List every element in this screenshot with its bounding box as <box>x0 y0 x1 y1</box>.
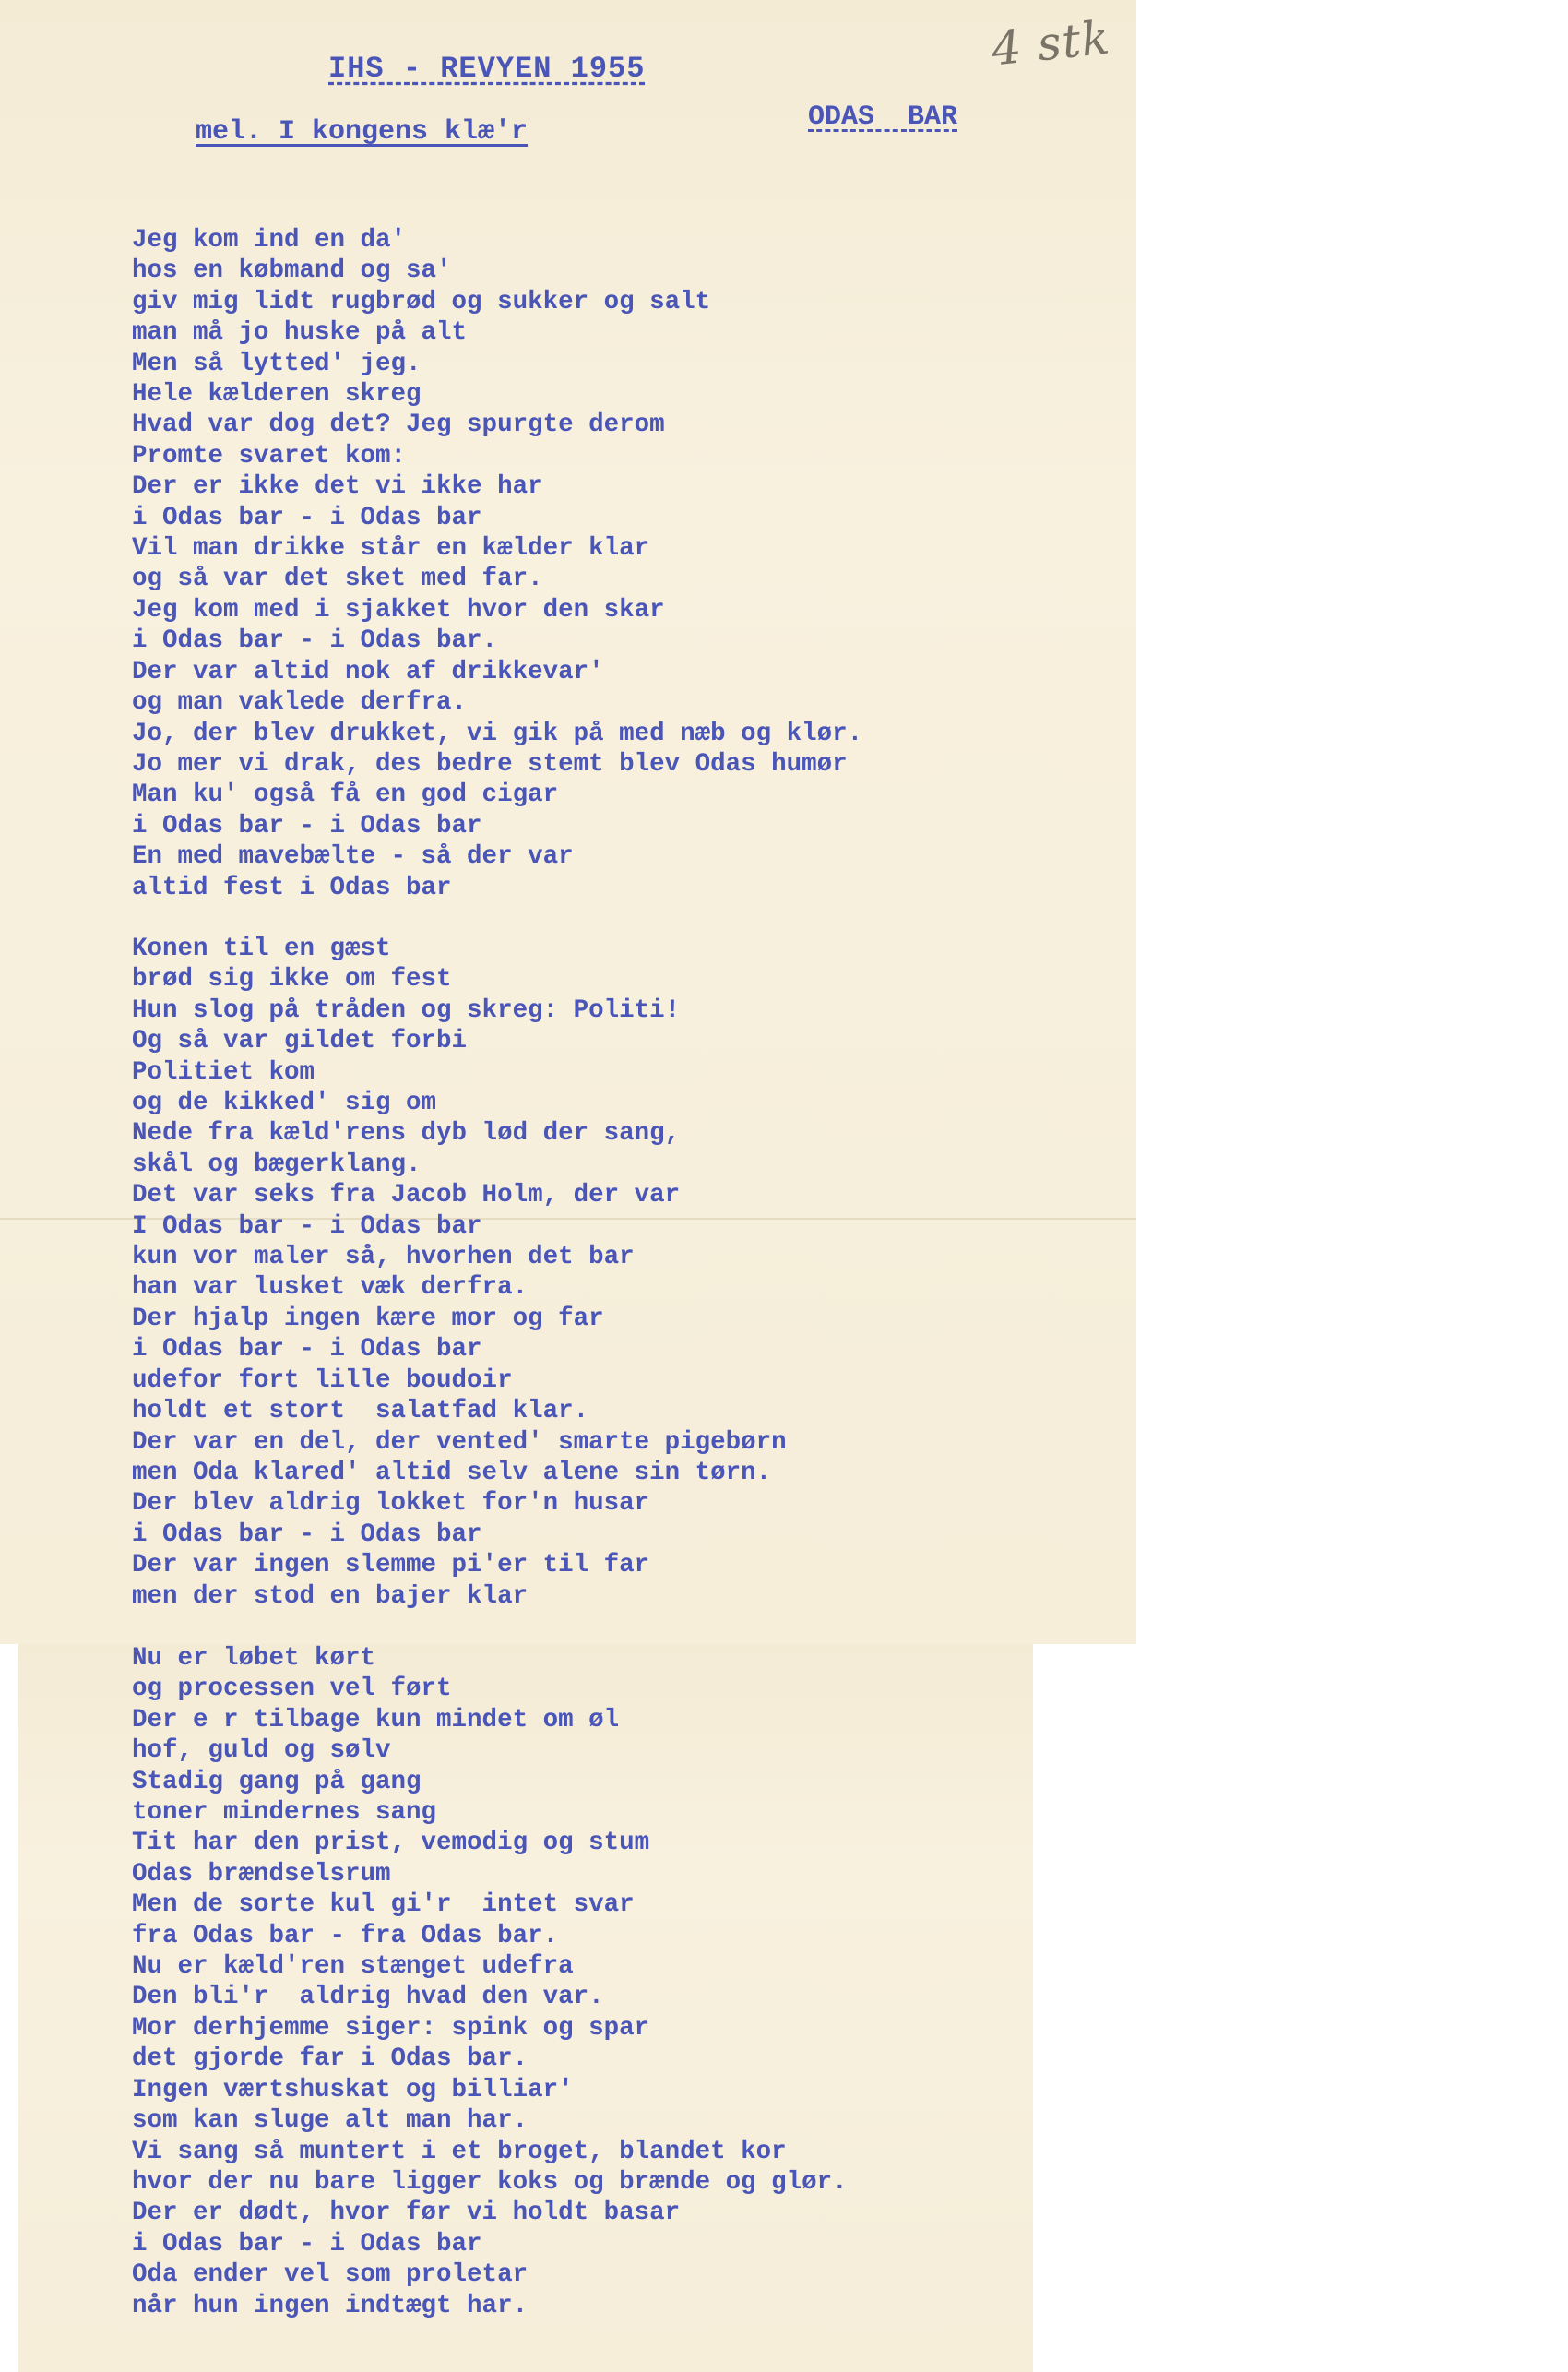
verse-line: toner mindernes sang <box>132 1798 437 1828</box>
verse-line: Der var en del, der vented' smarte pigebørn <box>132 1427 787 1457</box>
verse-line: Der blev aldrig lokket for'n husar <box>132 1489 650 1519</box>
verse-line: i Odas bar - i Odas bar. <box>132 626 498 656</box>
verse-line: Jeg kom ind en da' <box>132 226 407 255</box>
verse-line: Jeg kom med i sjakket hvor den skar <box>132 595 665 625</box>
verse-line: Men så lytted' jeg. <box>132 349 422 378</box>
verse-line: fra Odas bar - fra Odas bar. <box>132 1921 559 1950</box>
verse-line: kun vor maler så, hvorhen det bar <box>132 1243 635 1272</box>
verse-line: Nu er løbet kørt <box>132 1644 376 1673</box>
song-title: ODAS BAR <box>808 101 958 133</box>
verse-line: når hun ingen indtægt har. <box>132 2291 529 2320</box>
verse-line: hos en købmand og sa' <box>132 256 452 286</box>
melody-line: mel. I kongens klæ'r <box>196 116 529 148</box>
verse-line: i Odas bar - i Odas bar <box>132 1335 482 1365</box>
verse-line: Mor derhjemme siger: spink og spar <box>132 2013 650 2043</box>
verse-line: holdt et stort salatfad klar. <box>132 1397 589 1426</box>
verse-line: Men de sorte kul gi'r intet svar <box>132 1890 635 1920</box>
revue-title: IHS - REVYEN 1955 <box>328 52 646 86</box>
verse-line: i Odas bar - i Odas bar <box>132 2229 482 2259</box>
verse-line: og de kikked' sig om <box>132 1089 437 1118</box>
verse-line: Vi sang så muntert i et broget, blandet kor <box>132 2137 787 2166</box>
verse-line: Hele kælderen skreg <box>132 380 422 410</box>
verse-line: Og så var gildet forbi <box>132 1027 468 1056</box>
verse-line: Der var altid nok af drikkevar' <box>132 657 604 686</box>
verse-line: Hvad var dog det? Jeg spurgte derom <box>132 411 665 440</box>
verse-line: Oda ender vel som proletar <box>132 2260 529 2290</box>
verse-line: Der er dødt, hvor før vi holdt basar <box>132 2199 681 2228</box>
verse-line: Konen til en gæst <box>132 935 391 963</box>
verse-line: Ingen værtshuskat og billiar' <box>132 2075 574 2104</box>
handwritten-note: 4 stk <box>989 10 1113 77</box>
verse-line: Der e r tilbage kun mindet om øl <box>132 1705 620 1734</box>
verse-line: men Oda klared' altid selv alene sin tørn. <box>132 1458 772 1487</box>
verse-1 <box>132 225 862 903</box>
verse-line: Tit har den prist, vemodig og stum <box>132 1829 650 1858</box>
verse-2 <box>132 934 787 1612</box>
verse-line: i Odas bar - i Odas bar <box>132 503 482 532</box>
verse-line: Det var seks fra Jacob Holm, der var <box>132 1181 681 1210</box>
verse-line: Man ku' også få en god cigar <box>132 781 559 810</box>
verse-line: Der var ingen slemme pi'er til far <box>132 1551 650 1580</box>
verse-line: skål og bægerklang. <box>132 1150 422 1179</box>
verse-line: han var lusket væk derfra. <box>132 1273 529 1303</box>
verse-line: hof, guld og sølv <box>132 1736 391 1766</box>
verse-line: Stadig gang på gang <box>132 1767 422 1796</box>
verse-line: og man vaklede derfra. <box>132 688 468 718</box>
verse-line: En med mavebælte - så der var <box>132 842 574 872</box>
verse-line: Der er ikke det vi ikke har <box>132 472 543 502</box>
verse-line: brød sig ikke om fest <box>132 965 452 995</box>
verse-line: Jo, der blev drukket, vi gik på med næb og klør. <box>132 719 863 748</box>
verse-line: Odas brændselsrum <box>132 1859 391 1889</box>
verse-line: Hun slog på tråden og skreg: Politi! <box>132 995 681 1025</box>
verse-line: men der stod en bajer klar <box>132 1581 529 1611</box>
verse-line: Politiet kom <box>132 1057 315 1087</box>
verse-line: og så var det sket med far. <box>132 565 543 594</box>
verse-line: I Odas bar - i Odas bar <box>132 1211 482 1241</box>
verse-line: Den bli'r aldrig hvad den var. <box>132 1983 604 2012</box>
verse-3 <box>132 1643 848 2321</box>
verse-line: det gjorde far i Odas bar. <box>132 2044 529 2074</box>
verse-line: Der hjalp ingen kære mor og far <box>132 1304 604 1333</box>
verse-line: i Odas bar - i Odas bar <box>132 1520 482 1549</box>
verse-line: i Odas bar - i Odas bar <box>132 811 482 840</box>
verse-line: hvor der nu bare ligger koks og brænde og glør. <box>132 2167 848 2197</box>
verse-line: Jo mer vi drak, des bedre stemt blev Odas humør <box>132 749 848 779</box>
verse-line: giv mig lidt rugbrød og sukker og salt <box>132 287 711 316</box>
verse-line: man må jo huske på alt <box>132 318 468 348</box>
verse-line: Vil man drikke står en kælder klar <box>132 534 650 564</box>
verse-line: Nede fra kæld'rens dyb lød der sang, <box>132 1119 681 1149</box>
verse-line: og processen vel ført <box>132 1675 452 1704</box>
verse-line: Nu er kæld'ren stænget udefra <box>132 1952 574 1982</box>
verse-line: altid fest i Odas bar <box>132 873 452 902</box>
verse-line: udefor fort lille boudoir <box>132 1365 513 1395</box>
verse-line: som kan sluge alt man har. <box>132 2106 529 2136</box>
verse-line: Promte svaret kom: <box>132 441 407 471</box>
